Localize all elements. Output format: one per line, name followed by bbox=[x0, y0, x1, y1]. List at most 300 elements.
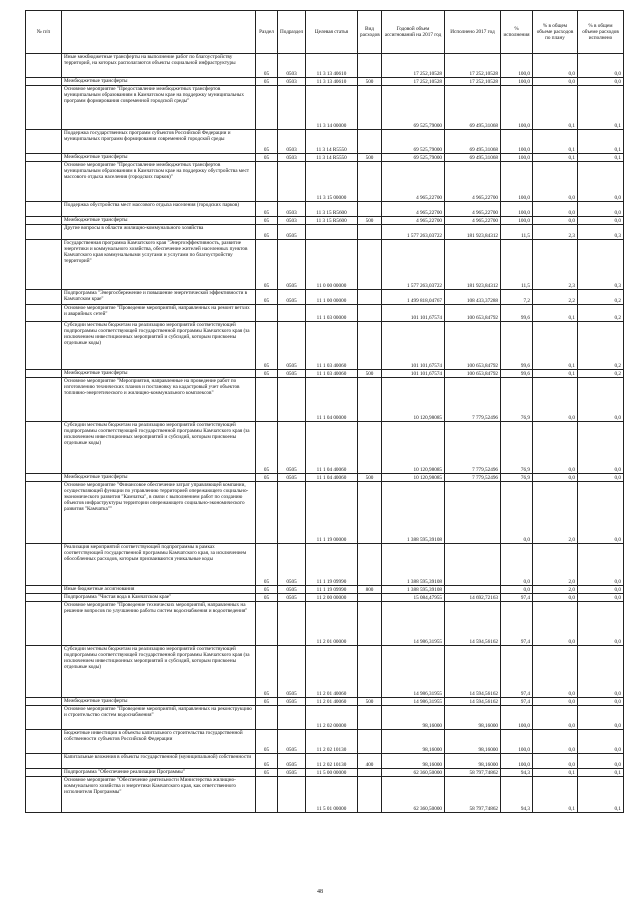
cell-type bbox=[358, 422, 382, 474]
cell-section bbox=[256, 378, 278, 422]
cell-no bbox=[26, 225, 62, 240]
cell-section: 05 bbox=[256, 225, 278, 240]
cell-plan: 1 499 818,04767 bbox=[382, 290, 445, 305]
table-row bbox=[26, 594, 624, 602]
cell-no bbox=[26, 154, 62, 162]
cell-exec: 69 495,31068 bbox=[445, 86, 501, 130]
cell-no bbox=[26, 482, 62, 544]
cell-target: 11 3 15 R5600 bbox=[306, 217, 358, 225]
cell-share-total: 0,0 bbox=[533, 646, 578, 698]
cell-subsection: 0505 bbox=[278, 474, 306, 482]
cell-share-exec: 0,0 bbox=[578, 586, 624, 594]
cell-no bbox=[26, 130, 62, 154]
cell-section: 05 bbox=[256, 78, 278, 86]
cell-pct: 0,0 bbox=[501, 544, 533, 586]
cell-exec: 181 923,84312 bbox=[445, 225, 501, 240]
cell-exec: 69 495,31068 bbox=[445, 154, 501, 162]
cell-type bbox=[358, 646, 382, 698]
cell-pct: 99,6 bbox=[501, 305, 533, 322]
cell-share-total: 0,0 bbox=[533, 78, 578, 86]
cell-no bbox=[26, 378, 62, 422]
cell-no bbox=[26, 698, 62, 706]
cell-share-exec: 0,0 bbox=[578, 754, 624, 769]
table-row bbox=[26, 482, 624, 544]
budget-table bbox=[25, 10, 624, 813]
cell-name: Бюджетные инвестиции в объекты капитального строительства государственной собственности субъектов Российской Федерации bbox=[62, 730, 256, 754]
cell-share-exec: 0,1 bbox=[578, 130, 624, 154]
cell-target: 11 1 03 40060 bbox=[306, 322, 358, 370]
cell-exec: 7 779,52496 bbox=[445, 474, 501, 482]
table-row bbox=[26, 240, 624, 290]
cell-pct: 76,9 bbox=[501, 422, 533, 474]
cell-section: 05 bbox=[256, 474, 278, 482]
cell-section: 05 bbox=[256, 54, 278, 78]
cell-no bbox=[26, 706, 62, 730]
cell-share-total: 2,0 bbox=[533, 482, 578, 544]
cell-plan: 69 525,79000 bbox=[382, 130, 445, 154]
cell-type: 500 bbox=[358, 474, 382, 482]
cell-subsection: 0503 bbox=[278, 130, 306, 154]
cell-section bbox=[256, 602, 278, 646]
cell-no bbox=[26, 305, 62, 322]
cell-subsection: 0505 bbox=[278, 646, 306, 698]
cell-subsection: 0505 bbox=[278, 769, 306, 777]
cell-name: Основное мероприятие "Проведение мероприятий, направленных на реконструкцию и строительство систем водоснабжения" bbox=[62, 706, 256, 730]
cell-type bbox=[358, 482, 382, 544]
cell-share-total: 0,0 bbox=[533, 474, 578, 482]
cell-no bbox=[26, 646, 62, 698]
cell-no bbox=[26, 769, 62, 777]
cell-target: 11 3 14 R5550 bbox=[306, 154, 358, 162]
cell-plan: 62 360,50000 bbox=[382, 777, 445, 813]
cell-target: 11 2 00 00000 bbox=[306, 594, 358, 602]
cell-type: 500 bbox=[358, 370, 382, 378]
cell-target: 11 3 15 00000 bbox=[306, 162, 358, 202]
cell-plan: 17 252,10528 bbox=[382, 54, 445, 78]
cell-pct: 97,4 bbox=[501, 602, 533, 646]
header-no: № п/п bbox=[26, 11, 62, 54]
cell-target: 11 2 01 00000 bbox=[306, 602, 358, 646]
cell-share-total: 0,0 bbox=[533, 698, 578, 706]
cell-section: 05 bbox=[256, 217, 278, 225]
cell-share-total: 0,0 bbox=[533, 217, 578, 225]
cell-no bbox=[26, 86, 62, 130]
cell-share-exec: 0,2 bbox=[578, 370, 624, 378]
cell-section: 05 bbox=[256, 730, 278, 754]
cell-no bbox=[26, 54, 62, 78]
cell-share-total: 2,0 bbox=[533, 544, 578, 586]
cell-subsection bbox=[278, 777, 306, 813]
cell-type bbox=[358, 202, 382, 217]
cell-plan: 1 388 595,39108 bbox=[382, 482, 445, 544]
cell-exec: 14 594,56162 bbox=[445, 602, 501, 646]
cell-pct: 99,6 bbox=[501, 322, 533, 370]
cell-share-exec: 0,0 bbox=[578, 422, 624, 474]
cell-type: 500 bbox=[358, 217, 382, 225]
cell-section: 05 bbox=[256, 240, 278, 290]
cell-plan: 98,16000 bbox=[382, 754, 445, 769]
cell-type bbox=[358, 777, 382, 813]
cell-section: 05 bbox=[256, 322, 278, 370]
cell-share-exec: 0,0 bbox=[578, 594, 624, 602]
cell-target: 11 3 14 00000 bbox=[306, 86, 358, 130]
cell-pct: 7,2 bbox=[501, 290, 533, 305]
cell-name: Основное мероприятие "Предоставление межбюджетных трансфертов муниципальным образованиям в Камчатском крае на поддержку обустройства мест массового отдыха населения (городских парков)" bbox=[62, 162, 256, 202]
cell-subsection: 0505 bbox=[278, 240, 306, 290]
table-row bbox=[26, 586, 624, 594]
cell-share-total: 0,0 bbox=[533, 378, 578, 422]
table-row bbox=[26, 162, 624, 202]
cell-share-exec: 0,0 bbox=[578, 602, 624, 646]
cell-type bbox=[358, 290, 382, 305]
cell-section: 05 bbox=[256, 769, 278, 777]
cell-share-total: 0,0 bbox=[533, 754, 578, 769]
header-type: Вид расходов bbox=[358, 11, 382, 54]
cell-name: Иные бюджетные ассигнования bbox=[62, 586, 256, 594]
cell-subsection: 0505 bbox=[278, 698, 306, 706]
header-share-total: % в общем объеме расходов по плану bbox=[533, 11, 578, 54]
cell-plan: 14 986,31955 bbox=[382, 646, 445, 698]
cell-target: 11 0 00 00000 bbox=[306, 240, 358, 290]
cell-share-total: 0,1 bbox=[533, 322, 578, 370]
cell-share-total: 0,0 bbox=[533, 202, 578, 217]
cell-plan: 62 360,50000 bbox=[382, 769, 445, 777]
cell-subsection: 0503 bbox=[278, 54, 306, 78]
cell-pct: 11,5 bbox=[501, 225, 533, 240]
budget-table-page bbox=[25, 10, 623, 813]
cell-section: 05 bbox=[256, 754, 278, 769]
cell-exec: 7 779,52496 bbox=[445, 422, 501, 474]
cell-name: Межбюджетные трансферты bbox=[62, 698, 256, 706]
cell-no bbox=[26, 777, 62, 813]
table-row bbox=[26, 86, 624, 130]
cell-no bbox=[26, 78, 62, 86]
cell-name: Основное мероприятие "Мероприятия, направленные на проведение работ по изготовлению технических планов и постановку на кадастровый учет объектов топливно-энергетического и жилищно-коммунального комплексов" bbox=[62, 378, 256, 422]
cell-subsection bbox=[278, 305, 306, 322]
cell-pct: 100,0 bbox=[501, 706, 533, 730]
cell-section: 05 bbox=[256, 544, 278, 586]
cell-type bbox=[358, 240, 382, 290]
table-row bbox=[26, 544, 624, 586]
cell-type: 400 bbox=[358, 754, 382, 769]
cell-exec: 17 252,10528 bbox=[445, 54, 501, 78]
table-row bbox=[26, 474, 624, 482]
cell-section bbox=[256, 305, 278, 322]
cell-section: 05 bbox=[256, 202, 278, 217]
cell-exec: 181 923,84312 bbox=[445, 240, 501, 290]
cell-subsection: 0505 bbox=[278, 370, 306, 378]
cell-pct: 11,5 bbox=[501, 240, 533, 290]
cell-name: Субсидии местным бюджетам на реализацию мероприятий соответствующей подпрограммы соответствующей государственной программы Камчатского края (за исключением инвестиционных мероприятий и субсидий, которым присвоены отдельные коды) bbox=[62, 322, 256, 370]
cell-target: 11 3 13 40610 bbox=[306, 54, 358, 78]
cell-share-total: 0,1 bbox=[533, 130, 578, 154]
cell-share-exec: 0,0 bbox=[578, 482, 624, 544]
cell-pct: 99,6 bbox=[501, 370, 533, 378]
table-row bbox=[26, 225, 624, 240]
cell-exec: 14 594,56162 bbox=[445, 646, 501, 698]
cell-name: Межбюджетные трансферты bbox=[62, 370, 256, 378]
cell-section: 05 bbox=[256, 698, 278, 706]
table-row bbox=[26, 290, 624, 305]
cell-exec bbox=[445, 482, 501, 544]
cell-type: 500 bbox=[358, 698, 382, 706]
cell-pct: 97,4 bbox=[501, 646, 533, 698]
cell-share-total: 0,0 bbox=[533, 602, 578, 646]
cell-pct: 100,0 bbox=[501, 202, 533, 217]
cell-subsection: 0503 bbox=[278, 154, 306, 162]
cell-section: 05 bbox=[256, 586, 278, 594]
header-section: Раздел bbox=[256, 11, 278, 54]
cell-target: 11 5 00 00000 bbox=[306, 769, 358, 777]
cell-subsection bbox=[278, 86, 306, 130]
cell-share-exec: 0,1 bbox=[578, 86, 624, 130]
cell-plan: 1 577 263,03722 bbox=[382, 225, 445, 240]
cell-exec: 98,16000 bbox=[445, 706, 501, 730]
cell-exec: 58 797,74862 bbox=[445, 769, 501, 777]
header-plan: Годовой объем ассигнований на 2017 год bbox=[382, 11, 445, 54]
cell-exec: 98,16000 bbox=[445, 730, 501, 754]
cell-section: 05 bbox=[256, 646, 278, 698]
cell-no bbox=[26, 217, 62, 225]
cell-subsection: 0503 bbox=[278, 202, 306, 217]
cell-name: Другие вопросы в области жилищно-коммунального хозяйства bbox=[62, 225, 256, 240]
cell-exec: 14 594,56162 bbox=[445, 698, 501, 706]
cell-no bbox=[26, 544, 62, 586]
header-pct: % исполнения bbox=[501, 11, 533, 54]
cell-target: 11 2 02 00000 bbox=[306, 706, 358, 730]
cell-type bbox=[358, 305, 382, 322]
cell-exec: 69 495,31068 bbox=[445, 130, 501, 154]
cell-target: 11 1 03 00000 bbox=[306, 305, 358, 322]
cell-pct: 97,4 bbox=[501, 594, 533, 602]
table-row bbox=[26, 602, 624, 646]
cell-target bbox=[306, 225, 358, 240]
cell-target: 11 1 19 09990 bbox=[306, 544, 358, 586]
cell-name: Капитальные вложения в объекты государственной (муниципальной) собственности bbox=[62, 754, 256, 769]
cell-name: Основное мероприятие "Финансовое обеспечение затрат управляющей компании, осуществляющей функции по управлению территорией опережающего социально-экономического развития "Камчатка", в связи с выполнением работ по созданию объектов инфраструктуры территории опережающего социально-экономического развития "Камчатка"" bbox=[62, 482, 256, 544]
cell-no bbox=[26, 322, 62, 370]
cell-section bbox=[256, 86, 278, 130]
cell-share-exec: 0,0 bbox=[578, 217, 624, 225]
cell-share-exec: 0,0 bbox=[578, 544, 624, 586]
cell-type: 800 bbox=[358, 586, 382, 594]
cell-plan: 101 101,67574 bbox=[382, 305, 445, 322]
cell-name: Основное мероприятие "Обеспечение деятельности Министерства жилищно-коммунального хозяйства и энергетики Камчатского края, как ответственного исполнителя Программы" bbox=[62, 777, 256, 813]
table-row bbox=[26, 305, 624, 322]
cell-share-total: 2,3 bbox=[533, 225, 578, 240]
cell-name: Подпрограмма "Энергосбережение и повышение энергетической эффективности в Камчатском крае" bbox=[62, 290, 256, 305]
cell-share-total: 0,0 bbox=[533, 706, 578, 730]
cell-pct: 97,4 bbox=[501, 698, 533, 706]
cell-subsection: 0505 bbox=[278, 544, 306, 586]
cell-share-exec: 0,1 bbox=[578, 769, 624, 777]
cell-no bbox=[26, 290, 62, 305]
cell-type bbox=[358, 769, 382, 777]
cell-target: 11 2 02 10130 bbox=[306, 754, 358, 769]
table-row bbox=[26, 370, 624, 378]
cell-name: Основное мероприятие "Предоставление межбюджетных трансфертов муниципальным образованиям в Камчатском крае на поддержку муниципальных программ формирования современной городской среды" bbox=[62, 86, 256, 130]
cell-share-total: 2,2 bbox=[533, 290, 578, 305]
table-row bbox=[26, 154, 624, 162]
cell-exec: 14 692,72163 bbox=[445, 594, 501, 602]
cell-type: 500 bbox=[358, 154, 382, 162]
cell-subsection: 0505 bbox=[278, 594, 306, 602]
cell-share-total: 0,0 bbox=[533, 54, 578, 78]
cell-plan: 101 101,67574 bbox=[382, 370, 445, 378]
cell-exec: 58 797,74862 bbox=[445, 777, 501, 813]
cell-exec: 4 965,22700 bbox=[445, 202, 501, 217]
cell-no bbox=[26, 240, 62, 290]
cell-name: Субсидии местным бюджетам на реализацию мероприятий соответствующей подпрограммы соответствующей государственной программы Камчатского края (за исключением инвестиционных мероприятий и субсидий, которым присвоены отдельные коды) bbox=[62, 422, 256, 474]
cell-target: 11 2 02 10130 bbox=[306, 730, 358, 754]
table-row bbox=[26, 754, 624, 769]
cell-share-exec: 0,2 bbox=[578, 305, 624, 322]
cell-target: 11 1 19 00000 bbox=[306, 482, 358, 544]
cell-section: 05 bbox=[256, 130, 278, 154]
table-row bbox=[26, 706, 624, 730]
cell-plan: 10 120,98085 bbox=[382, 474, 445, 482]
cell-section: 05 bbox=[256, 594, 278, 602]
cell-target: 11 1 03 40060 bbox=[306, 370, 358, 378]
cell-share-exec: 0,0 bbox=[578, 706, 624, 730]
cell-subsection: 0505 bbox=[278, 586, 306, 594]
cell-section: 05 bbox=[256, 422, 278, 474]
cell-share-exec: 0,0 bbox=[578, 202, 624, 217]
table-row bbox=[26, 217, 624, 225]
cell-name: Реализация мероприятий соответствующей подпрограммы в рамках соответствующей государственной программы Камчатского края, за исключением обособленных расходов, которым присваиваются уникальные коды bbox=[62, 544, 256, 586]
cell-type bbox=[358, 544, 382, 586]
cell-type bbox=[358, 706, 382, 730]
cell-section: 05 bbox=[256, 154, 278, 162]
table-row bbox=[26, 130, 624, 154]
cell-pct: 0,0 bbox=[501, 482, 533, 544]
cell-type bbox=[358, 322, 382, 370]
cell-plan: 4 965,22700 bbox=[382, 162, 445, 202]
table-row bbox=[26, 378, 624, 422]
cell-plan: 10 120,98085 bbox=[382, 422, 445, 474]
cell-subsection bbox=[278, 602, 306, 646]
header-name bbox=[62, 11, 256, 54]
cell-section bbox=[256, 777, 278, 813]
table-row bbox=[26, 769, 624, 777]
cell-subsection: 0505 bbox=[278, 754, 306, 769]
header-subsection: Подраздел bbox=[278, 11, 306, 54]
cell-share-total: 2,0 bbox=[533, 586, 578, 594]
table-row bbox=[26, 698, 624, 706]
cell-type bbox=[358, 130, 382, 154]
cell-no bbox=[26, 162, 62, 202]
cell-target: 11 3 15 R5600 bbox=[306, 202, 358, 217]
cell-no bbox=[26, 202, 62, 217]
cell-no bbox=[26, 602, 62, 646]
cell-pct: 100,0 bbox=[501, 217, 533, 225]
cell-subsection bbox=[278, 482, 306, 544]
cell-pct: 0,0 bbox=[501, 586, 533, 594]
cell-plan: 69 525,79000 bbox=[382, 86, 445, 130]
cell-exec: 4 965,22700 bbox=[445, 162, 501, 202]
cell-name: Межбюджетные трансферты bbox=[62, 217, 256, 225]
cell-exec: 17 252,10528 bbox=[445, 78, 501, 86]
cell-exec: 98,16000 bbox=[445, 754, 501, 769]
cell-type bbox=[358, 225, 382, 240]
cell-name: Поддержка обустройства мест массового отдыха населения (городских парков) bbox=[62, 202, 256, 217]
cell-target: 11 2 01 40060 bbox=[306, 698, 358, 706]
cell-target: 11 1 04 40060 bbox=[306, 474, 358, 482]
table-row bbox=[26, 422, 624, 474]
cell-share-exec: 0,1 bbox=[578, 154, 624, 162]
cell-name: Межбюджетные трансферты bbox=[62, 78, 256, 86]
cell-type bbox=[358, 594, 382, 602]
cell-name: Основное мероприятие "Проведение мероприятий, направленных на ремонт ветхих и аварийных сетей" bbox=[62, 305, 256, 322]
cell-no bbox=[26, 474, 62, 482]
table-row bbox=[26, 777, 624, 813]
cell-share-total: 0,1 bbox=[533, 777, 578, 813]
cell-pct: 94,3 bbox=[501, 769, 533, 777]
cell-plan: 98,16000 bbox=[382, 730, 445, 754]
cell-pct: 100,0 bbox=[501, 162, 533, 202]
cell-share-exec: 0,0 bbox=[578, 378, 624, 422]
cell-plan: 69 525,79000 bbox=[382, 154, 445, 162]
cell-pct: 100,0 bbox=[501, 54, 533, 78]
cell-plan: 1 388 595,39108 bbox=[382, 544, 445, 586]
cell-share-exec: 0,0 bbox=[578, 474, 624, 482]
cell-section: 05 bbox=[256, 290, 278, 305]
cell-type bbox=[358, 730, 382, 754]
cell-share-exec: 0,0 bbox=[578, 730, 624, 754]
cell-name: Подпрограмма "Обеспечение реализации Программы" bbox=[62, 769, 256, 777]
cell-type bbox=[358, 602, 382, 646]
cell-no bbox=[26, 422, 62, 474]
cell-no bbox=[26, 594, 62, 602]
cell-target: 11 2 01 40060 bbox=[306, 646, 358, 698]
cell-plan: 14 986,31955 bbox=[382, 602, 445, 646]
table-row bbox=[26, 78, 624, 86]
cell-target: 11 5 01 00000 bbox=[306, 777, 358, 813]
cell-section bbox=[256, 706, 278, 730]
cell-plan: 14 986,31955 bbox=[382, 698, 445, 706]
cell-target: 11 3 14 R5550 bbox=[306, 130, 358, 154]
cell-target: 11 1 00 00000 bbox=[306, 290, 358, 305]
cell-name: Межбюджетные трансферты bbox=[62, 474, 256, 482]
cell-no bbox=[26, 730, 62, 754]
cell-type bbox=[358, 54, 382, 78]
cell-share-exec: 0,0 bbox=[578, 698, 624, 706]
cell-no bbox=[26, 370, 62, 378]
cell-exec: 100 653,84792 bbox=[445, 322, 501, 370]
cell-target: 11 1 04 40060 bbox=[306, 422, 358, 474]
cell-share-exec: 0,2 bbox=[578, 290, 624, 305]
cell-type bbox=[358, 162, 382, 202]
cell-exec: 100 653,84792 bbox=[445, 370, 501, 378]
cell-plan: 17 252,10528 bbox=[382, 78, 445, 86]
cell-section: 05 bbox=[256, 370, 278, 378]
cell-exec: 100 653,84792 bbox=[445, 305, 501, 322]
cell-subsection: 0503 bbox=[278, 217, 306, 225]
cell-share-exec: 0,0 bbox=[578, 162, 624, 202]
cell-plan: 4 965,22700 bbox=[382, 202, 445, 217]
cell-share-exec: 0,2 bbox=[578, 322, 624, 370]
cell-share-exec: 0,0 bbox=[578, 646, 624, 698]
cell-exec: 7 779,52496 bbox=[445, 378, 501, 422]
cell-type bbox=[358, 378, 382, 422]
cell-share-total: 0,0 bbox=[533, 594, 578, 602]
cell-exec: 108 433,37288 bbox=[445, 290, 501, 305]
table-row bbox=[26, 202, 624, 217]
cell-plan: 98,16000 bbox=[382, 706, 445, 730]
cell-share-total: 0,1 bbox=[533, 86, 578, 130]
cell-share-total: 0,1 bbox=[533, 305, 578, 322]
cell-exec bbox=[445, 586, 501, 594]
